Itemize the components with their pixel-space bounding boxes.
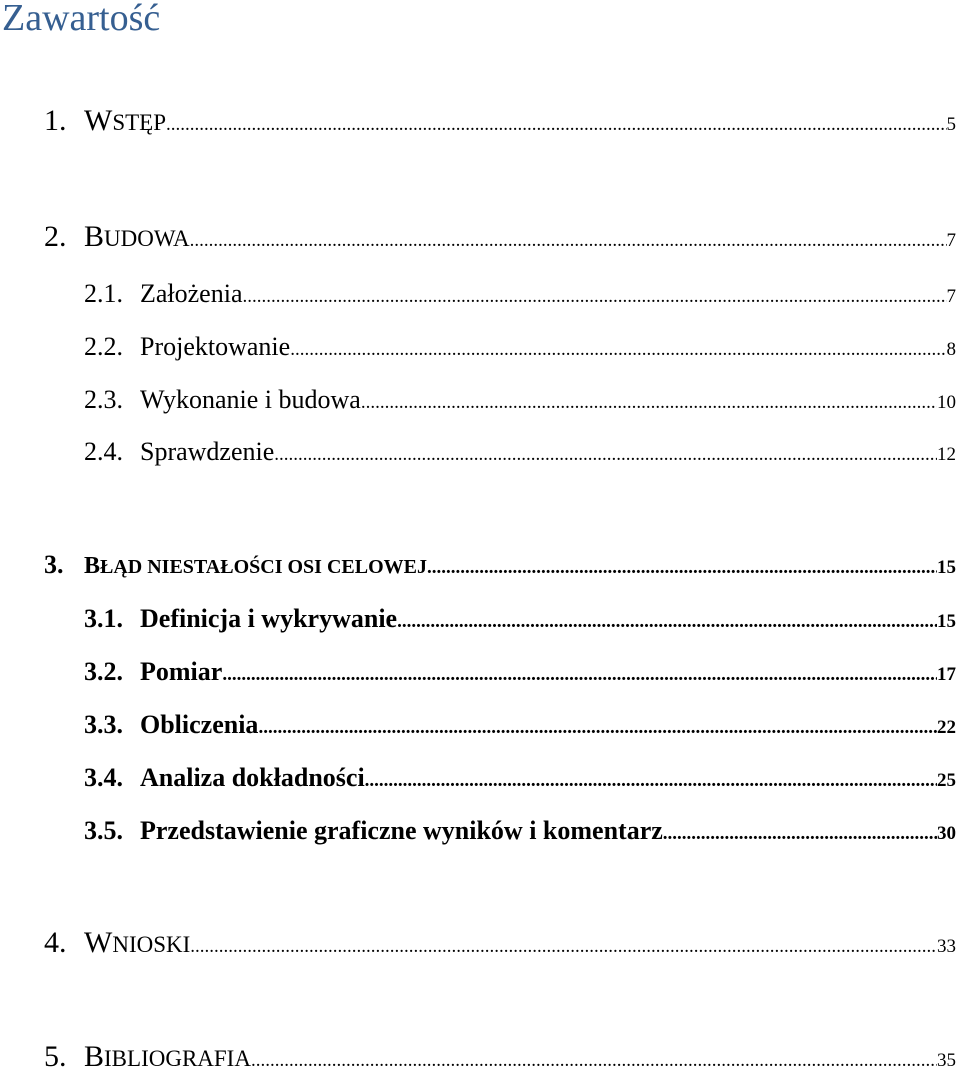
toc-page-number: 10 (937, 392, 956, 413)
toc-page-number: 22 (937, 717, 956, 738)
toc-entry-wstep[interactable] (44, 104, 956, 138)
toc-entry-budowa[interactable] (44, 220, 956, 254)
toc-entry-label: BUDOWA (84, 220, 190, 253)
toc-entry-wykonanie[interactable] (84, 385, 956, 415)
toc-entry-zalozenia[interactable] (84, 279, 956, 309)
toc-entry-label: Projektowanie (140, 332, 291, 361)
toc-leader-dots (166, 114, 946, 136)
toc-leader-dots (243, 286, 947, 308)
toc-page-number: 12 (937, 444, 956, 465)
toc-title: Zawartość (2, 0, 161, 39)
toc-leader-dots (274, 444, 937, 466)
toc-leader-dots (222, 664, 937, 686)
toc-entry-number: 2.3. (84, 385, 123, 414)
toc-page-number: 8 (946, 339, 956, 360)
toc-entry-analiza[interactable] (84, 763, 956, 793)
toc-entry-label: Przedstawienie graficzne wyników i komentarz (140, 816, 663, 845)
toc-entry-projektowanie[interactable] (84, 332, 956, 362)
toc-entry-przedstawienie[interactable] (84, 816, 956, 846)
toc-leader-dots (663, 823, 937, 845)
toc-leader-dots (365, 770, 937, 792)
toc-entry-label: Analiza dokładności (140, 763, 365, 792)
toc-entry-number: 3.4. (84, 763, 123, 792)
toc-leader-dots (190, 936, 937, 958)
toc-entry-label: Założenia (140, 279, 243, 308)
toc-entry-bibliografia[interactable] (44, 1040, 956, 1074)
toc-entry-number: 2. (44, 220, 67, 253)
toc-entry-wnioski[interactable] (44, 926, 956, 960)
toc-leader-dots (397, 611, 937, 633)
toc-entry-number: 5. (44, 1040, 67, 1073)
toc-leader-dots (427, 557, 937, 579)
toc-entry-label: BŁĄD NIESTAŁOŚCI OSI CELOWEJ (84, 553, 427, 579)
toc-entry-label: Obliczenia (140, 710, 259, 739)
toc-leader-dots (190, 230, 947, 252)
toc-page-number: 33 (937, 936, 956, 957)
toc-entry-number: 3.1. (84, 604, 123, 633)
toc-entry-sprawdzenie[interactable] (84, 437, 956, 467)
toc-page-number: 5 (946, 114, 956, 135)
toc-entry-number: 2.1. (84, 279, 123, 308)
toc-page-number: 7 (946, 286, 956, 307)
toc-page-number: 7 (946, 230, 956, 251)
toc-page-number: 15 (937, 557, 956, 578)
toc-entry-label: Wykonanie i budowa (140, 385, 361, 414)
toc-leader-dots (361, 392, 937, 414)
toc-entry-obliczenia[interactable] (84, 710, 956, 740)
toc-page-number: 25 (937, 770, 956, 791)
toc-entry-number: 3.2. (84, 657, 123, 686)
toc-entry-label: WSTĘP (84, 104, 167, 137)
toc-entry-number: 1. (44, 104, 67, 137)
toc-entry-number: 4. (44, 926, 67, 959)
toc-leader-dots (258, 717, 937, 739)
toc-leader-dots (251, 1050, 937, 1072)
toc-entry-label: Definicja i wykrywanie (140, 604, 398, 633)
toc-entry-label: WNIOSKI (84, 926, 191, 959)
toc-entry-label: Pomiar (140, 657, 223, 686)
toc-entry-label: BIBLIOGRAFIA (84, 1040, 251, 1073)
toc-entry-pomiar[interactable] (84, 657, 956, 687)
toc-leader-dots (290, 339, 946, 361)
toc-entry-number: 3.5. (84, 816, 123, 845)
toc-entry-number: 2.2. (84, 332, 123, 361)
toc-page-number: 35 (937, 1050, 956, 1071)
toc-entry-definicja[interactable] (84, 604, 956, 634)
toc-page-number: 15 (937, 611, 956, 632)
toc-entry-label: Sprawdzenie (140, 437, 275, 466)
toc-page-number: 30 (937, 823, 956, 844)
toc-entry-number: 3. (44, 550, 64, 579)
toc-entry-number: 3.3. (84, 710, 123, 739)
toc-entry-blad[interactable] (44, 550, 956, 580)
toc-entry-number: 2.4. (84, 437, 123, 466)
toc-page-number: 17 (937, 664, 956, 685)
